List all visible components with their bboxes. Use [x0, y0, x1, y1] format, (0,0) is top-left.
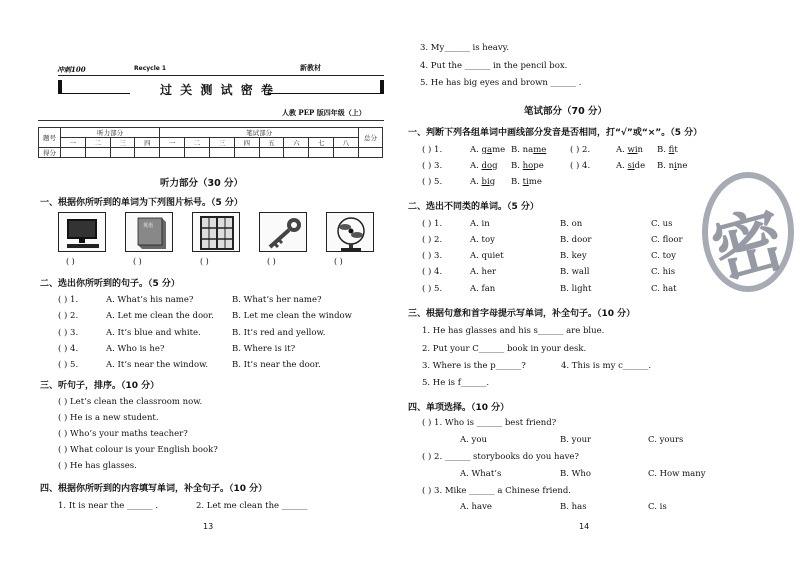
- s2-option-a: A. It’s near the window.: [106, 360, 209, 370]
- w3-item[interactable]: 1. He has glasses and his s______ are blue.: [422, 326, 605, 336]
- w2-option-c: C. toy: [651, 251, 676, 261]
- w2-option-b: B. wall: [560, 267, 590, 277]
- score-cell[interactable]: [209, 148, 234, 158]
- top-item[interactable]: 4. Put the ______ in the pencil box.: [420, 61, 568, 71]
- s2-option-b: B. It’s near the door.: [232, 360, 321, 370]
- top-item[interactable]: 3. My______ is heavy.: [420, 43, 510, 53]
- s3-item[interactable]: ( ) He has glasses.: [58, 461, 137, 471]
- w3-item[interactable]: 5. He is f______.: [422, 378, 490, 388]
- w4-option-b: B. your: [560, 435, 592, 445]
- score-col: 三: [110, 138, 135, 148]
- w2-option-a: A. quiet: [470, 251, 504, 261]
- header-bracket-right: [268, 80, 384, 94]
- s2-item-num[interactable]: ( ) 1.: [58, 295, 79, 305]
- s2-item-num[interactable]: ( ) 2.: [58, 311, 79, 321]
- s2-option-a: A. What’s his name?: [106, 295, 194, 305]
- w1-option-a: A. game: [470, 145, 506, 155]
- picture-key: [259, 212, 307, 252]
- listening-title: 听力部分（30 分）: [160, 178, 244, 189]
- score-col: 五: [259, 138, 284, 148]
- s1-blank[interactable]: ( ): [267, 257, 276, 266]
- s2-option-b: B. Let me clean the window: [232, 311, 352, 321]
- edition-label: 新教材: [300, 63, 321, 72]
- s3-item[interactable]: ( ) He is a new student.: [58, 413, 159, 423]
- w3-item[interactable]: 2. Put your C______ book in your desk.: [422, 344, 587, 354]
- picture-book: [125, 212, 173, 252]
- w3-item[interactable]: 4. This is my c______.: [561, 361, 652, 371]
- w4-question[interactable]: ( ) 2. ______ storybooks do you have?: [422, 452, 579, 462]
- w2-option-a: A. fan: [470, 284, 496, 294]
- computer-icon: [59, 213, 107, 253]
- score-col: 三: [209, 138, 234, 148]
- page-number-left: 13: [203, 522, 214, 531]
- s1-title: 一、根据你所听到的单词为下列图片标号。（5 分）: [40, 198, 243, 208]
- fan-icon: [327, 213, 375, 253]
- s4-title: 四、根据你所听到的内容填写单词，补全句子。（10 分）: [40, 484, 268, 494]
- w4-option-a: A. What’s: [460, 469, 502, 479]
- w4-option-b: B. Who: [560, 469, 591, 479]
- page-number-right: 14: [579, 522, 590, 531]
- score-cell[interactable]: [334, 148, 359, 158]
- score-col: 一: [61, 138, 86, 148]
- s3-item[interactable]: ( ) What colour is your English book?: [58, 445, 218, 455]
- score-cell[interactable]: [135, 148, 160, 158]
- w2-option-c: C. hat: [651, 284, 677, 294]
- w2-option-b: B. key: [560, 251, 587, 261]
- w4-option-a: A. you: [460, 435, 487, 445]
- top-item[interactable]: 5. He has big eyes and brown ______ .: [420, 78, 582, 88]
- picture-computer: [58, 212, 106, 252]
- series-label: 冲刺100: [57, 65, 86, 74]
- w4-option-c: C. How many: [648, 469, 706, 479]
- w4-option-a: A. have: [460, 502, 492, 512]
- w1-option-b: B. fit: [657, 145, 678, 155]
- s1-blank[interactable]: ( ): [200, 257, 209, 266]
- w2-item-num[interactable]: ( ) 3.: [422, 251, 443, 261]
- window-icon: [193, 213, 241, 253]
- confidential-stamp-char: 密: [704, 197, 793, 295]
- score-head-listen: 听力部分: [61, 128, 160, 138]
- w1-option-a: A. big: [470, 177, 496, 187]
- w4-option-c: C. yours: [648, 435, 684, 445]
- w4-question[interactable]: ( ) 3. Mike ______ a Chinese friend.: [422, 486, 571, 496]
- score-cell[interactable]: [309, 148, 334, 158]
- w2-option-c: C. floor: [651, 235, 683, 245]
- score-cell[interactable]: [259, 148, 284, 158]
- s3-item[interactable]: ( ) Let’s clean the classroom now.: [58, 397, 203, 407]
- s4-item[interactable]: 2. Let me clean the ______: [196, 501, 308, 511]
- exam-title: 过 关 测 试 密 卷: [160, 83, 275, 97]
- score-cell[interactable]: [234, 148, 259, 158]
- s3-item[interactable]: ( ) Who’s your maths teacher?: [58, 429, 188, 439]
- picture-window: [192, 212, 240, 252]
- s4-item[interactable]: 1. It is near the ______ .: [58, 501, 158, 511]
- w2-option-b: B. on: [560, 219, 583, 229]
- written-title: 笔试部分（70 分）: [524, 106, 608, 117]
- w2-item-num[interactable]: ( ) 5.: [422, 284, 443, 294]
- s2-option-b: B. What’s her name?: [232, 295, 322, 305]
- w1-option-a: A. dog: [470, 161, 498, 171]
- s3-title: 三、听句子，排序。（10 分）: [40, 381, 160, 391]
- score-col: 二: [185, 138, 210, 148]
- score-cell[interactable]: [185, 148, 210, 158]
- unit-label: Recycle 1: [134, 65, 167, 72]
- w1-option-a: A. win: [616, 145, 644, 155]
- s2-option-b: B. Where is it?: [232, 344, 296, 354]
- w1-item-num[interactable]: ( ) 2.: [570, 145, 591, 155]
- w2-item-num[interactable]: ( ) 1.: [422, 219, 443, 229]
- score-col: 四: [135, 138, 160, 148]
- score-row-label: 得分: [39, 148, 61, 158]
- score-head-number: 题号: [39, 128, 61, 148]
- w1-item-num[interactable]: ( ) 3.: [422, 161, 443, 171]
- w1-item-num[interactable]: ( ) 1.: [422, 145, 443, 155]
- header-rule: [58, 75, 384, 76]
- header-rule-2: [38, 120, 384, 121]
- s2-item-num[interactable]: ( ) 3.: [58, 328, 79, 338]
- w4-option-b: B. has: [560, 502, 587, 512]
- w2-option-c: C. his: [651, 267, 676, 277]
- w4-title: 四、单项选择。（10 分）: [408, 403, 510, 413]
- s1-blank[interactable]: ( ): [133, 257, 142, 266]
- w2-option-a: A. in: [470, 219, 490, 229]
- picture-fan: [326, 212, 374, 252]
- w2-option-b: B. door: [560, 235, 592, 245]
- score-head-total: 总分: [359, 128, 383, 148]
- score-head-write: 笔试部分: [160, 128, 359, 138]
- s2-item-num[interactable]: ( ) 5.: [58, 360, 79, 370]
- w1-option-b: B. time: [511, 177, 542, 187]
- s2-option-a: A. Let me clean the door.: [106, 311, 215, 321]
- grade-label: 人教 PEP 版四年级（上）: [282, 108, 366, 117]
- s2-item-num[interactable]: ( ) 4.: [58, 344, 79, 354]
- w1-option-b: B. name: [511, 145, 547, 155]
- score-col: 二: [85, 138, 110, 148]
- book-icon: [126, 213, 174, 253]
- w2-option-a: A. toy: [470, 235, 495, 245]
- w1-option-b: B. nine: [657, 161, 688, 171]
- score-cell[interactable]: [284, 148, 309, 158]
- score-col: 一: [160, 138, 185, 148]
- s2-option-b: B. It’s red and yellow.: [232, 328, 326, 338]
- score-cell[interactable]: [160, 148, 185, 158]
- s1-blank[interactable]: ( ): [334, 257, 343, 266]
- w1-title: 一、判断下列各组单词中画线部分发音是否相同，打“√”或“×”。（5 分）: [408, 128, 703, 138]
- s2-option-a: A. Who is he?: [106, 344, 165, 354]
- score-cell[interactable]: [85, 148, 110, 158]
- w2-item-num[interactable]: ( ) 2.: [422, 235, 443, 245]
- w1-option-b: B. hope: [511, 161, 544, 171]
- w4-question[interactable]: ( ) 1. Who is ______ best friend?: [422, 418, 557, 428]
- score-col: 四: [234, 138, 259, 148]
- key-icon: [260, 213, 308, 253]
- w2-option-c: C. us: [651, 219, 673, 229]
- score-cell[interactable]: [61, 148, 86, 158]
- score-col: 七: [309, 138, 334, 148]
- score-col: 八: [334, 138, 359, 148]
- w3-item[interactable]: 3. Where is the p______?: [422, 361, 526, 371]
- score-col: 六: [284, 138, 309, 148]
- w4-option-c: C. is: [648, 502, 667, 512]
- book-cover-text: 英语: [143, 223, 154, 229]
- s1-blank[interactable]: ( ): [66, 257, 75, 266]
- w2-title: 二、选出不同类的单词。（5 分）: [408, 202, 539, 212]
- w1-item-num[interactable]: ( ) 5.: [422, 177, 443, 187]
- s2-title: 二、选出你所听到的句子。（5 分）: [40, 279, 180, 289]
- w1-option-a: A. side: [616, 161, 646, 171]
- w2-item-num[interactable]: ( ) 4.: [422, 267, 443, 277]
- s2-option-a: A. It’s blue and white.: [106, 328, 201, 338]
- w3-title: 三、根据句意和首字母提示写单词，补全句子。（10 分）: [408, 309, 636, 319]
- w2-option-b: B. light: [560, 284, 592, 294]
- score-table: [38, 127, 383, 158]
- score-cell[interactable]: [110, 148, 135, 158]
- w1-item-num[interactable]: ( ) 4.: [570, 161, 591, 171]
- header-bracket-left: [58, 80, 130, 94]
- w2-option-a: A. her: [470, 267, 497, 277]
- score-cell[interactable]: [359, 148, 383, 158]
